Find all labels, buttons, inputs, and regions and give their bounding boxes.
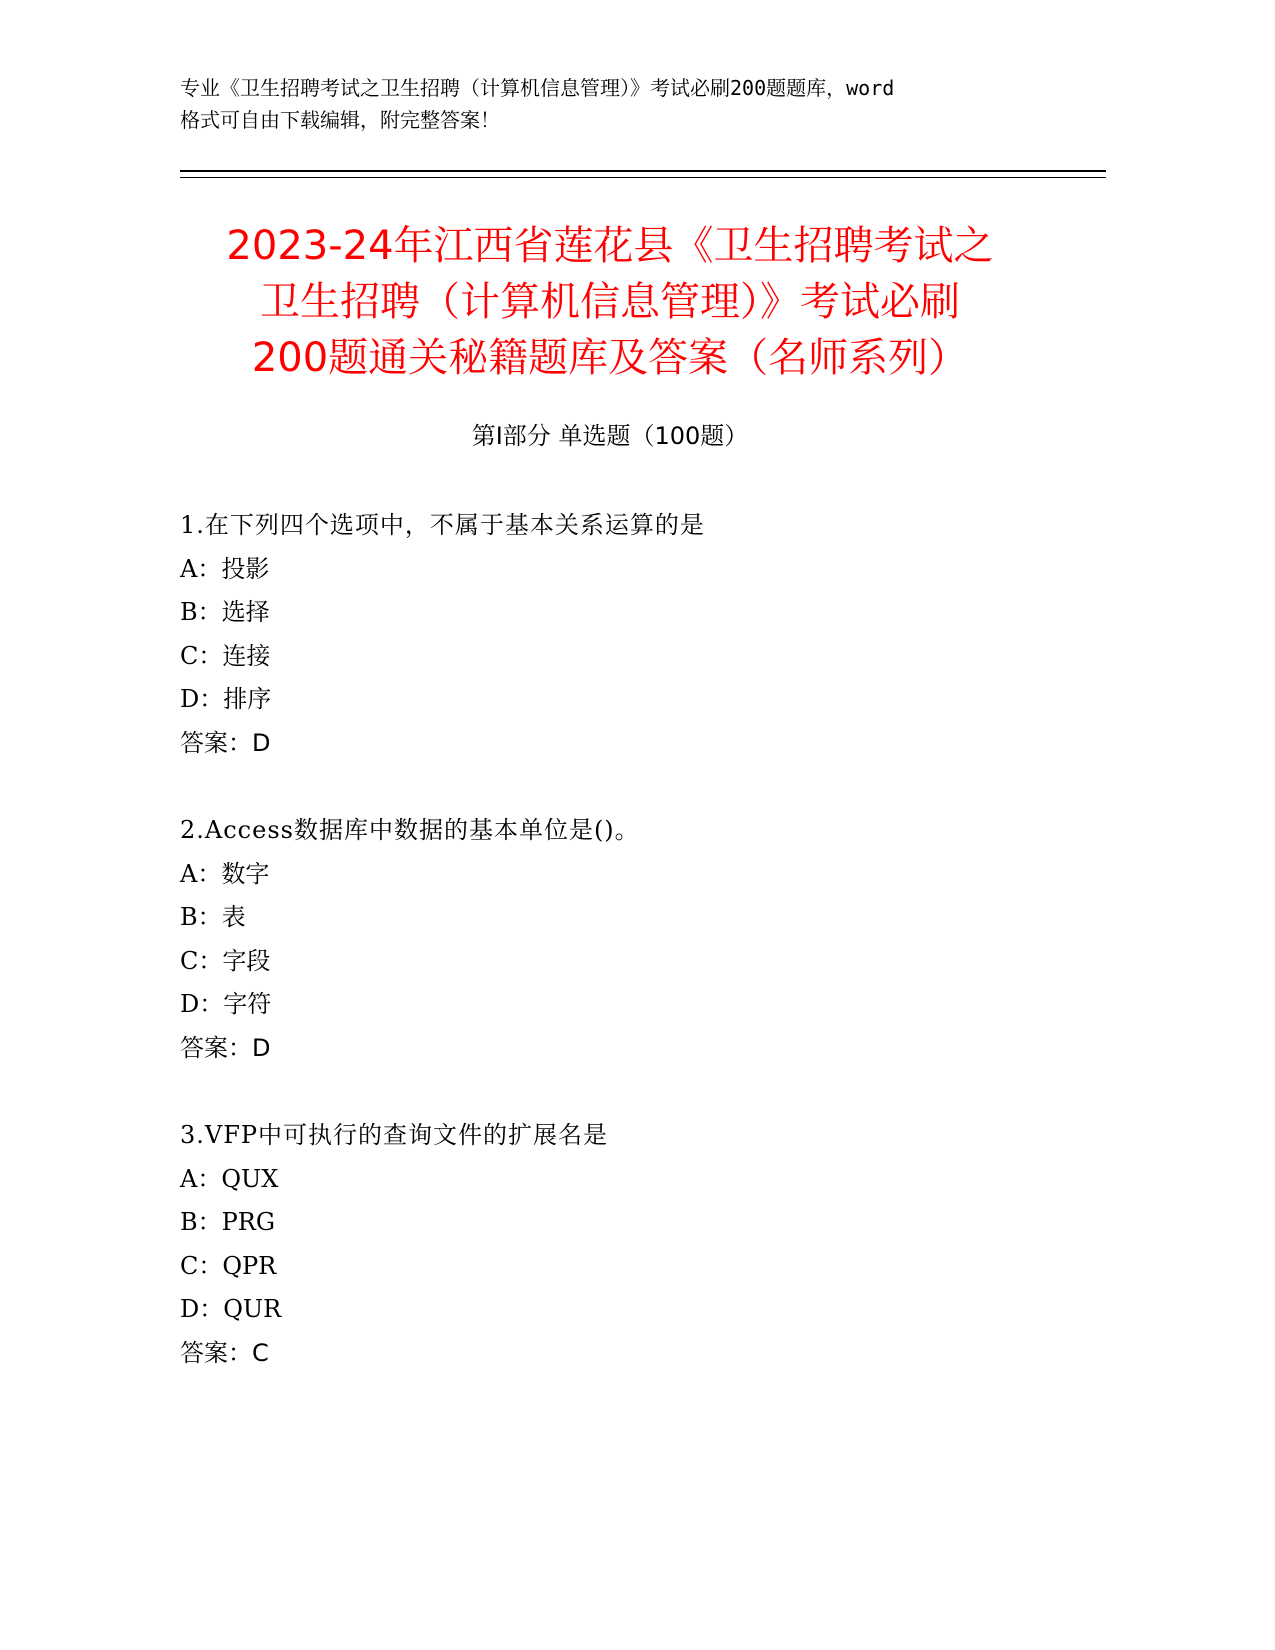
option-a: A：投影 [180, 554, 270, 583]
answer-line: 答案：D [180, 1033, 271, 1062]
option-a: A：QUX [180, 1164, 279, 1193]
question-stem: 3.VFP中可执行的查询文件的扩展名是 [180, 1121, 609, 1149]
question-stem: 1.在下列四个选项中，不属于基本关系运算的是 [180, 511, 705, 539]
option-b: B：表 [180, 903, 246, 932]
question-block [180, 813, 1080, 1075]
header-note-line-1: 专业《卫生招聘考试之卫生招聘（计算机信息管理）》考试必刷200题题库，word [180, 76, 895, 100]
answer-line: 答案：C [180, 1338, 269, 1367]
question-stem: 2.Access数据库中数据的基本单位是()。 [180, 816, 640, 844]
option-b: B：PRG [180, 1208, 276, 1237]
option-c: C：连接 [180, 641, 271, 670]
option-b: B：选择 [180, 598, 270, 627]
header-note [180, 72, 1060, 136]
question-block [180, 1118, 1080, 1380]
document-title-line-3: 200题通关秘籍题库及答案（名师系列） [251, 335, 969, 381]
option-c: C：QPR [180, 1251, 277, 1280]
header-divider-thin [180, 177, 1106, 178]
option-a: A：数字 [180, 859, 270, 888]
document-title [180, 218, 1040, 386]
header-divider-thick [180, 170, 1106, 172]
option-d: D：QUR [180, 1295, 282, 1324]
option-d: D：字符 [180, 990, 272, 1019]
question-block [180, 508, 1080, 770]
option-d: D：排序 [180, 685, 272, 714]
document-title-line-2: 卫生招聘（计算机信息管理）》考试必刷 [260, 279, 960, 325]
answer-line: 答案：D [180, 728, 271, 757]
section-heading: 第Ⅰ部分 单选题（100题） [471, 422, 749, 450]
header-note-line-2: 格式可自由下载编辑，附完整答案！ [180, 108, 500, 132]
option-c: C：字段 [180, 946, 271, 975]
document-title-line-1: 2023-24年江西省莲花县《卫生招聘考试之 [226, 223, 994, 269]
